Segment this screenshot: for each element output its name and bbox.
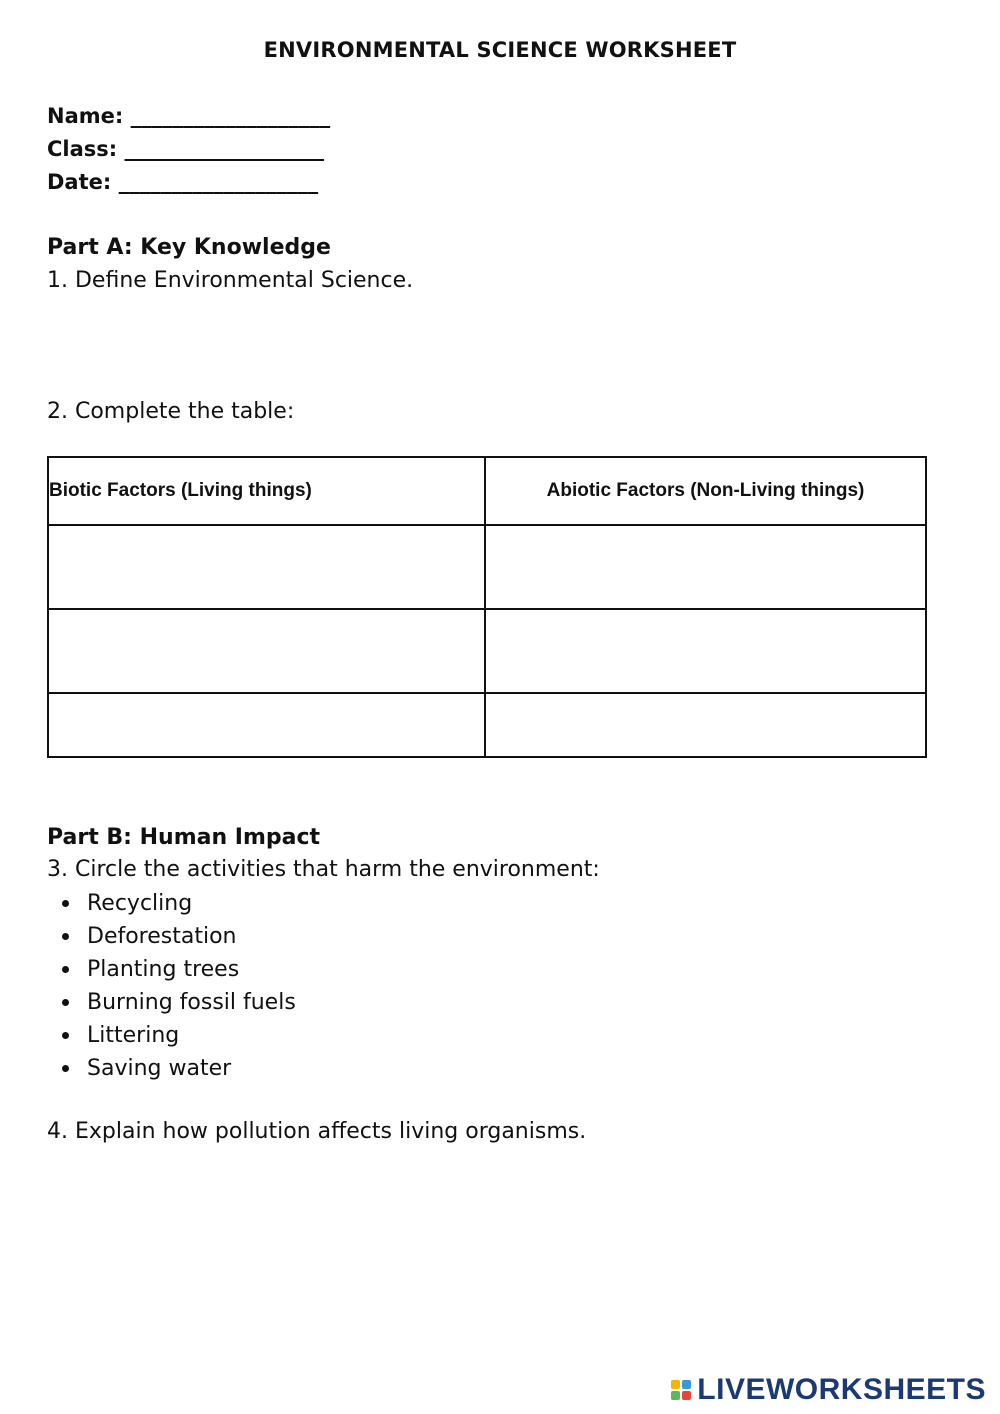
bullet-icon [62,933,69,940]
bullet-icon [62,1032,69,1039]
date-field: Date: ___________________ [47,170,319,194]
bullet-icon [62,966,69,973]
class-field: Class: ___________________ [47,137,324,161]
table-row [48,609,926,693]
abiotic-answer-cell[interactable] [485,525,926,609]
biotic-header: Biotic Factors (Living things) [48,457,485,525]
question-1: 1. Define Environmental Science. [47,268,414,293]
activity-label: Saving water [87,1056,232,1081]
table-header-row [48,457,926,525]
table-row [48,693,926,757]
activity-label: Burning fossil fuels [87,990,296,1015]
activity-label: Littering [87,1023,180,1048]
question-2: 2. Complete the table: [47,399,295,424]
list-item[interactable] [47,1019,296,1052]
part-a-heading: Part A: Key Knowledge [47,235,331,260]
activity-label: Planting trees [87,957,240,982]
abiotic-answer-cell[interactable] [485,693,926,757]
name-field: Name: ___________________ [47,104,331,128]
biotic-answer-cell[interactable] [48,609,485,693]
table-row [48,525,926,609]
bullet-icon [62,900,69,907]
factors-table [47,456,927,758]
question-3: 3. Circle the activities that harm the environment: [47,857,600,882]
abiotic-header: Abiotic Factors (Non-Living things) [485,457,926,525]
question-4: 4. Explain how pollution affects living organisms. [47,1119,587,1144]
worksheet-title: ENVIRONMENTAL SCIENCE WORKSHEET [263,38,737,62]
bullet-icon [62,999,69,1006]
list-item[interactable] [47,1052,296,1085]
activity-label: Deforestation [87,924,237,949]
logo-text: LIVEWORKSHEETS [697,1373,986,1406]
bullet-icon [62,1065,69,1072]
list-item[interactable] [47,887,296,920]
biotic-answer-cell[interactable] [48,525,485,609]
list-item[interactable] [47,986,296,1019]
list-item[interactable] [47,953,296,986]
list-item[interactable] [47,920,296,953]
biotic-answer-cell[interactable] [48,693,485,757]
activity-label: Recycling [87,891,193,916]
liveworksheets-logo[interactable] [671,1374,986,1406]
activities-list [47,887,296,1085]
liveworksheets-logo-icon [671,1378,693,1402]
abiotic-answer-cell[interactable] [485,609,926,693]
part-b-heading: Part B: Human Impact [47,825,321,850]
